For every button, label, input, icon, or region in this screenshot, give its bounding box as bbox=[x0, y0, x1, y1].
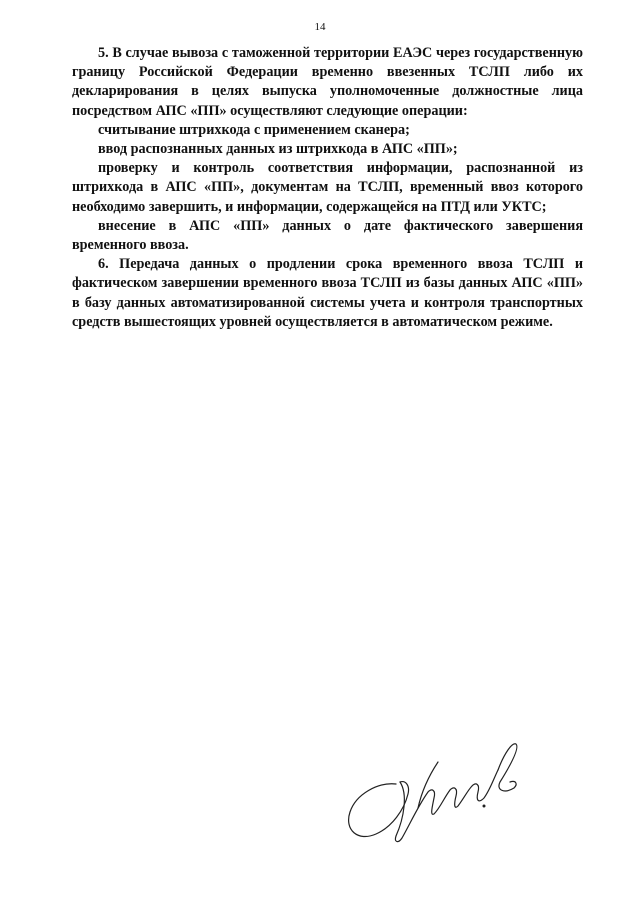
paragraph-5-item-input: ввод распознанных данных из штрихкода в АПС «ПП»; bbox=[98, 141, 458, 158]
paragraph-6: 6. Передача данных о продлении срока временного ввоза ТСЛП и фактическом завершении временного ввоза ТСЛП из базы данных АПС «ПП» в базу данных автоматизированной системы учета и контроля транспортных средств вышестоящих уровней осуществляется в автоматическом режиме. bbox=[72, 256, 583, 330]
paragraph-5: 5. В случае вывоза с таможенной территории ЕАЭС через государственную границу Российской Федерации временно ввезенных ТСЛП либо их декларирования в целях выпуска уполномоченные должностные лица посредством АПС «ПП» осуществляют следующие операции: bbox=[72, 45, 583, 119]
paragraph-5-item-date: внесение в АПС «ПП» данных о дате фактического завершения временного ввоза. bbox=[72, 217, 583, 254]
paragraph-5-item-check: проверку и контроль соответствия информации, распознанной из штрихкода в АПС «ПП», документам на ТСЛП, временный ввоз которого необходимо завершить, и информации, содержащейся на ПТД или УКТС; bbox=[72, 160, 583, 215]
paragraph-5-item-scan: считывание штрихкода с применением сканера; bbox=[98, 121, 410, 138]
page-number: 14 bbox=[314, 21, 326, 33]
handwritten-signature-icon bbox=[338, 732, 528, 847]
document-body bbox=[72, 44, 583, 332]
